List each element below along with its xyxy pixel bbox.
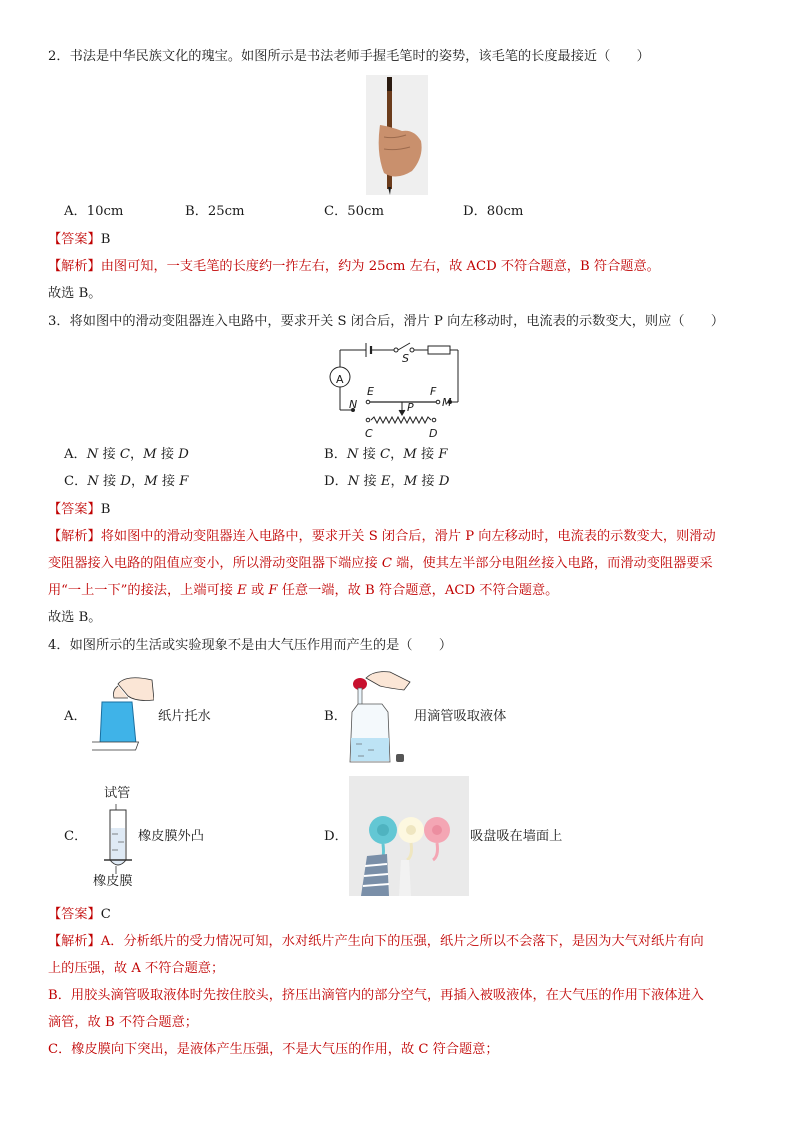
slider-p-arrow	[399, 410, 405, 415]
q4-option-d-letter: D．	[324, 829, 348, 844]
q4-stem: 4．如图所示的生活或实验现象不是由大气压作用而产生的是（ ）	[48, 638, 453, 653]
analysis-tag: 【解析】	[48, 259, 101, 274]
q3-analysis-line-2: 变阻器接入电路的阻值应变小，所以滑动变阻器下端应接 C 端，使其左半部分电阻丝接入电路，而滑动变阻器要采	[48, 556, 713, 571]
q3-option-d: D．N 接 E，M 接 D	[324, 474, 450, 489]
q2-conclusion: 故选 B。	[48, 286, 102, 301]
circuit-label-c: C	[365, 427, 373, 440]
brush-hand-photo	[366, 75, 428, 195]
answer-tag: 【答案】	[48, 502, 101, 517]
q4-option-c-letter: C．	[64, 829, 88, 844]
q3-analysis-line-1: 【解析】将如图中的滑动变阻器连入电路中，要求开关 S 闭合后，滑片 P 向左移动时，电流表的示数变大，则滑动	[48, 529, 716, 544]
q4-option-b-caption: 用滴管吸取液体	[414, 709, 507, 724]
resistance-coil	[371, 417, 431, 423]
answer-tag: 【答案】	[48, 907, 101, 922]
q4-answer	[48, 905, 111, 925]
circuit-label-p: P	[407, 401, 414, 414]
circuit-label-f: F	[430, 385, 437, 398]
q3-option-c: C．N 接 D，M 接 F	[64, 474, 189, 489]
q4-analysis-a-line-1: 【解析】A．分析纸片的受力情况可知，水对纸片产生向下的压强，纸片之所以不会落下，是因为大气对纸片有向	[48, 934, 704, 949]
circuit-label-d: D	[429, 427, 438, 440]
circuit-label-s: S	[402, 352, 409, 365]
q4-option-a-caption: 纸片托水	[158, 709, 211, 724]
q2-option-d: D．80cm	[463, 204, 524, 219]
q3-conclusion: 故选 B。	[48, 610, 102, 625]
circuit-diagram	[322, 338, 472, 438]
circuit-label-e: E	[367, 385, 374, 398]
dropper-figure	[344, 668, 412, 768]
q4-analysis-a-line-2: 上的压强，故 A 不符合题意；	[48, 961, 225, 976]
q2-answer	[48, 230, 110, 250]
q4-option-b-letter: B．	[324, 709, 347, 724]
analysis-text: 由图可知，一支毛笔的长度约一拃左右，约为 25cm 左右，故 ACD 不符合题意，B 符合题意。	[100, 259, 660, 274]
q2-option-a: A．10cm	[64, 204, 124, 219]
test-tube-figure	[100, 804, 136, 874]
q3-stem: 3．将如图中的滑动变阻器连入电路中，要求开关 S 闭合后，滑片 P 向左移动时，电流表的示数变大，则应（ ）	[48, 314, 725, 329]
paper-holds-water-figure	[92, 672, 154, 754]
q4-analysis-b-line-2: 滴管，故 B 不符合题意；	[48, 1015, 198, 1030]
circuit-label-ammeter: A	[336, 373, 344, 386]
q3-analysis-line-3: 用“一上一下”的接法，上端可接 E 或 F 任意一端，故 B 符合题意，ACD 不符合题意。	[48, 583, 559, 598]
q4-option-c-caption: 橡皮膜外凸	[138, 829, 204, 844]
q4-option-d-caption: 吸盘吸在墙面上	[470, 829, 563, 844]
q3-answer	[48, 500, 110, 520]
circuit-label-n: N	[349, 398, 358, 411]
suction-cups-photo	[349, 776, 469, 896]
answer-value: B	[100, 232, 111, 247]
analysis-tag: 【解析】	[48, 934, 101, 949]
circuit-label-m: M	[442, 396, 452, 409]
q3-option-b: B．N 接 C，M 接 F	[324, 447, 448, 462]
q2-analysis	[48, 257, 660, 277]
answer-tag: 【答案】	[48, 232, 101, 247]
lamp-resistor	[428, 346, 450, 354]
q4-option-c-membrane-label: 橡皮膜	[93, 874, 133, 889]
q4-analysis-b-line-1: B．用胶头滴管吸取液体时先按住胶头，挤压出滴管内的部分空气，再插入被吸液体，在大气压的作用下液体进入	[48, 988, 704, 1003]
q2-option-b: B．25cm	[185, 204, 245, 219]
q4-option-a-letter: A．	[64, 709, 87, 724]
analysis-tag: 【解析】	[48, 529, 101, 544]
q3-option-a: A．N 接 C，M 接 D	[64, 447, 189, 462]
q2-option-c: C．50cm	[324, 204, 384, 219]
q2-stem: 2．书法是中华民族文化的瑰宝。如图所示是书法老师手握毛笔时的姿势，该毛笔的长度最接近（ ）	[48, 49, 650, 64]
answer-value: B	[100, 502, 111, 517]
q4-option-c-test-tube-label: 试管	[104, 786, 131, 801]
answer-value: C	[100, 907, 111, 922]
q4-analysis-c-line-1: C．橡皮膜向下突出，是液体产生压强，不是大气压的作用，故 C 符合题意；	[48, 1042, 499, 1057]
